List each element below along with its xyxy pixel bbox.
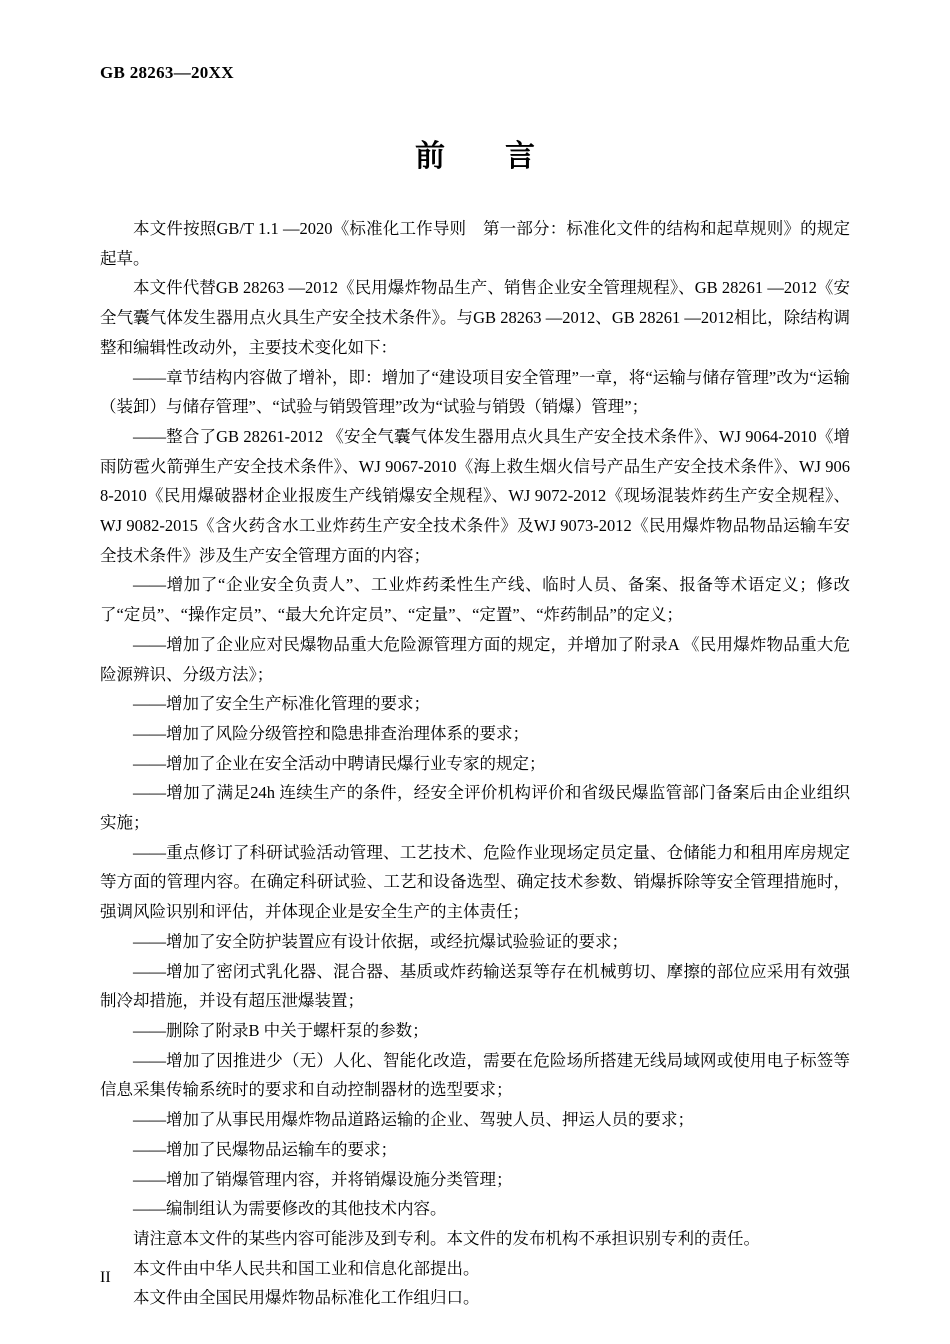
page-number: II [100,1269,111,1286]
paragraph: ——增加了安全防护装置应有设计依据，或经抗爆试验验证的要求； [133,931,628,951]
paragraph: ——整合了GB 28261-2012 《安全气囊气体发生器用点火具生产安全技术条件》、WJ 9064-2010《增雨防雹火箭弹生产安全技术条件》、WJ 9067-2010《海上救生烟火信号产品生产安全技术条件》、WJ 9068-2010《民用爆破器材企业报废生产线销爆安全规程》、WJ 9072-2012《现场混装炸药生产安全规程》、WJ 9082-2015《含火药含水工业炸药生产安全技术条件》及WJ 9073-2012《民用爆炸物品物品运输车安全技术条件》涉及生产安全管理方面的内容； [100,426,850,565]
paragraph: ——章节结构内容做了增补，即：增加了“建设项目安全管理”一章，将“运输与储存管理”改为“运输（装卸）与储存管理”、“试验与销毁管理”改为“试验与销毁（销爆）管理”； [100,367,850,417]
paragraph: ——增加了因推进少（无）人化、智能化改造，需要在危险场所搭建无线局域网或使用电子标签等信息采集传输系统时的要求和自动控制器材的选型要求； [100,1050,850,1100]
standard-number: GB 28263—20XX [100,63,234,82]
paragraph: 本文件代替GB 28263 —2012《民用爆炸物品生产、销售企业安全管理规程》、GB 28261 —2012《安全气囊气体发生器用点火具生产安全技术条件》。与GB 28263 —2012、GB 28261 —2012相比，除结构调整和编辑性改动外，主要技术变化如下： [100,278,850,357]
paragraph: ——增加了风险分级管控和隐患排查治理体系的要求； [133,723,529,743]
document-header [100,62,850,84]
paragraph: 本文件由中华人民共和国工业和信息化部提出。 [133,1258,480,1278]
paragraph: ——重点修订了科研试验活动管理、工艺技术、危险作业现场定员定量、仓储能力和租用库房规定等方面的管理内容。在确定科研试验、工艺和设备选型、确定技术参数、销爆拆除等安全管理措施时，强调风险识别和评估，并体现企业是安全生产的主体责任； [100,842,850,922]
paragraph: ——增加了企业应对民爆物品重大危险源管理方面的规定，并增加了附录A 《民用爆炸物品重大危险源辨识、分级方法》； [100,634,850,684]
paragraph: ——增加了企业在安全活动中聘请民爆行业专家的规定； [133,753,546,773]
paragraph: 本文件按照GB/T 1.1 —2020《标准化工作导则 第一部分：标准化文件的结构和起草规则》的规定起草。 [100,219,850,268]
paragraph: ——编制组认为需要修改的其他技术内容。 [133,1199,447,1219]
paragraph: ——增加了密闭式乳化器、混合器、基质或炸药输送泵等存在机械剪切、摩擦的部位应采用有效强制冷却措施，并设有超压泄爆装置； [100,961,850,1011]
paragraph: ——增加了从事民用爆炸物品道路运输的企业、驾驶人员、押运人员的要求； [133,1110,694,1130]
paragraph: ——增加了民爆物品运输车的要求； [133,1139,397,1159]
page-title: 前 言 [415,140,535,173]
paragraph: ——增加了销爆管理内容，并将销爆设施分类管理； [133,1169,513,1189]
document-body [100,214,850,1313]
paragraph: 本文件由全国民用爆炸物品标准化工作组归口。 [133,1288,480,1308]
paragraph: ——增加了满足24h 连续生产的条件，经安全评价机构评价和省级民爆监管部门备案后由企业组织实施； [100,783,850,833]
paragraph: 请注意本文件的某些内容可能涉及到专利。本文件的发布机构不承担识别专利的责任。 [133,1228,760,1248]
paragraph: ——增加了安全生产标准化管理的要求； [133,694,430,714]
paragraph: ——增加了“企业安全负责人”、工业炸药柔性生产线、临时人员、备案、报备等术语定义；修改了“定员”、“操作定员”、“最大允许定员”、“定量”、“定置”、“炸药制品”的定义； [100,575,850,625]
paragraph: ——删除了附录B 中关于螺杆泵的参数； [133,1020,429,1040]
